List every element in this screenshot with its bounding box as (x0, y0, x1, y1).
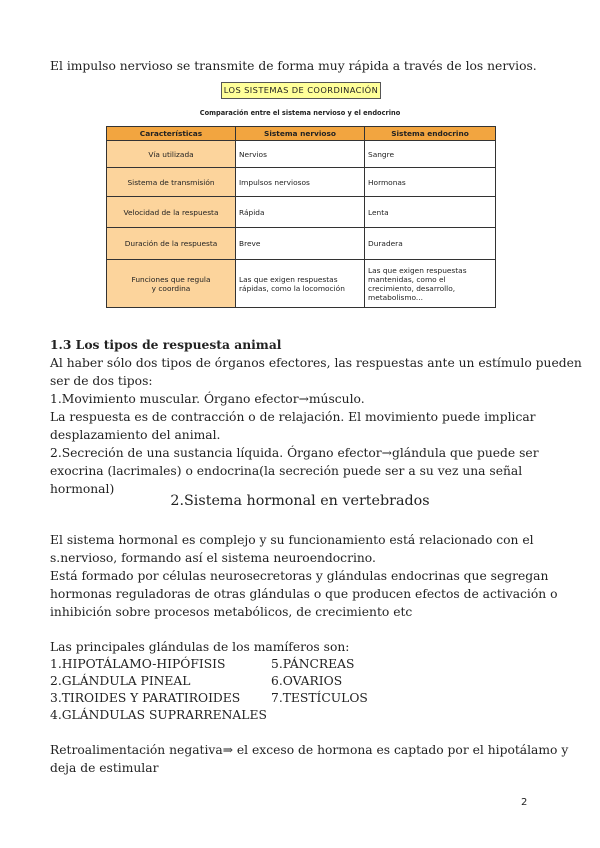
row-label (107, 260, 236, 308)
gland-item: 2.GLÁNDULA PINEAL (50, 674, 191, 688)
cell-line: crecimiento, desarrollo, (368, 283, 456, 293)
header-caracteristicas: Características (107, 127, 236, 141)
header-sistema-nervioso: Sistema nervioso (236, 127, 365, 141)
intro-text: El impulso nervioso se transmite de forma muy rápida a través de los nervios. (50, 59, 537, 73)
cell-endocrino (365, 260, 496, 308)
cell-nervioso: Impulsos nerviosos (236, 168, 365, 197)
cell-nervioso: Breve (236, 228, 365, 260)
paragraph-line: La respuesta es de contracción o de relajación. El movimiento puede implicar (50, 410, 536, 424)
gland-item: 6.OVARIOS (271, 674, 343, 688)
gland-item: 5.PÁNCREAS (271, 657, 355, 671)
figure-caption: Comparación entre el sistema nervioso y el endocrino (199, 109, 401, 117)
table-header-row (107, 127, 496, 141)
gland-item: 7.TESTÍCULOS (271, 691, 368, 705)
header-sistema-endocrino: Sistema endocrino (365, 127, 496, 141)
cell-endocrino: Lenta (365, 197, 496, 228)
row-label: Velocidad de la respuesta (107, 197, 236, 228)
cell-nervioso (236, 260, 365, 308)
cell-nervioso: Rápida (236, 197, 365, 228)
paragraph-line: s.nervioso, formando así el sistema neuroendocrino. (50, 551, 376, 565)
paragraph-line: ser de dos tipos: (50, 374, 153, 388)
table-row (107, 228, 496, 260)
cell-line: Las que exigen respuestas (239, 274, 338, 284)
paragraph-line: desplazamiento del animal. (50, 428, 221, 442)
table-row (107, 168, 496, 197)
cell-nervioso: Nervios (236, 141, 365, 168)
feedback-line: Retroalimentación negativa⇒ el exceso de hormona es captado por el hipotálamo y (50, 743, 569, 757)
paragraph-line: Está formado por células neurosecretoras y glándulas endocrinas que segregan (50, 569, 549, 583)
section-13-title: 1.3 Los tipos de respuesta animal (50, 337, 282, 352)
table-row (107, 141, 496, 168)
paragraph-line: Al haber sólo dos tipos de órganos efectores, las respuestas ante un estímulo pueden (50, 356, 582, 370)
feedback-line: deja de estimular (50, 761, 159, 775)
gland-item: 1.HIPOTÁLAMO-HIPÓFISIS (50, 657, 226, 671)
page-number: 2 (521, 797, 528, 808)
row-label-line: Funciones que regula (131, 274, 211, 284)
gland-item: 3.TIROIDES Y PARATIROIDES (50, 691, 241, 705)
table-row (107, 260, 496, 308)
paragraph-line: 1.Movimiento muscular. Órgano efector→músculo. (50, 392, 365, 406)
row-label-line: y coordina (151, 283, 191, 293)
row-label: Sistema de transmisión (107, 168, 236, 197)
paragraph-line: exocrina (lacrimales) o endocrina(la secreción puede ser a su vez una señal (50, 464, 523, 478)
row-label: Vía utilizada (107, 141, 236, 168)
paragraph-line: El sistema hormonal es complejo y su funcionamiento está relacionado con el (50, 533, 534, 547)
paragraph-line: hormonas reguladoras de otras glándulas o que producen efectos de activación o (50, 587, 558, 601)
cell-line: mantenidas, como el (368, 274, 446, 284)
paragraph-line: 2.Secreción de una sustancia líquida. Órgano efector→glándula que puede ser (50, 446, 539, 460)
cell-endocrino: Duradera (365, 228, 496, 260)
cell-line: rápidas, como la locomoción (239, 283, 345, 293)
cell-line: metabolismo... (368, 292, 423, 302)
cell-endocrino: Hormonas (365, 168, 496, 197)
row-label: Duración de la respuesta (107, 228, 236, 260)
table-row (107, 197, 496, 228)
comparison-table (106, 126, 496, 308)
glands-intro: Las principales glándulas de los mamíferos son: (50, 640, 350, 654)
figure-title-box: LOS SISTEMAS DE COORDINACIÓN (221, 82, 381, 99)
gland-item: 4.GLÁNDULAS SUPRARRENALES (50, 708, 267, 722)
paragraph-line: inhibición sobre procesos metabólicos, de crecimiento etc (50, 605, 413, 619)
paragraph-line: hormonal) (50, 482, 115, 496)
cell-line: Las que exigen respuestas (368, 265, 467, 275)
cell-endocrino: Sangre (365, 141, 496, 168)
section-2-title: 2.Sistema hormonal en vertebrados (170, 493, 430, 509)
